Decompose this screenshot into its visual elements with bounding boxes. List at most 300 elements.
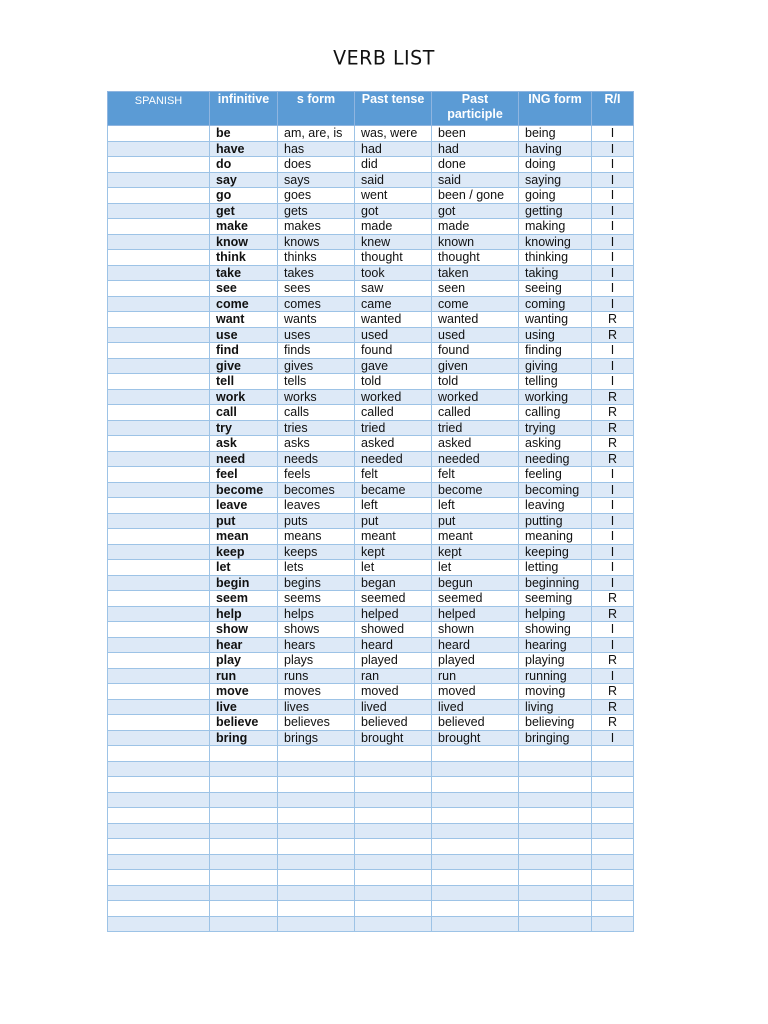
s-form-cell: asks bbox=[278, 436, 355, 452]
ing-form-cell bbox=[519, 746, 592, 762]
s-form-cell: works bbox=[278, 389, 355, 405]
spanish-cell bbox=[108, 591, 210, 607]
r-i-cell bbox=[592, 746, 634, 762]
past-tense-cell bbox=[355, 823, 432, 839]
past-tense-cell: helped bbox=[355, 606, 432, 622]
spanish-cell bbox=[108, 715, 210, 731]
r-i-cell: I bbox=[592, 498, 634, 514]
table-row bbox=[108, 343, 634, 359]
table-row bbox=[108, 358, 634, 374]
r-i-cell: I bbox=[592, 560, 634, 576]
table-row bbox=[108, 188, 634, 204]
table-row bbox=[108, 420, 634, 436]
past-tense-cell bbox=[355, 792, 432, 808]
table-row bbox=[108, 436, 634, 452]
past-tense-cell: let bbox=[355, 560, 432, 576]
r-i-cell: R bbox=[592, 436, 634, 452]
verb-table bbox=[107, 91, 634, 932]
ing-form-cell bbox=[519, 808, 592, 824]
r-i-cell: R bbox=[592, 606, 634, 622]
r-i-cell: R bbox=[592, 653, 634, 669]
past-tense-cell bbox=[355, 808, 432, 824]
past-participle-cell: meant bbox=[432, 529, 519, 545]
past-tense-cell: left bbox=[355, 498, 432, 514]
past-participle-cell: called bbox=[432, 405, 519, 421]
s-form-cell: finds bbox=[278, 343, 355, 359]
r-i-cell: I bbox=[592, 374, 634, 390]
infinitive-cell bbox=[210, 792, 278, 808]
infinitive-cell: work bbox=[210, 389, 278, 405]
past-tense-cell bbox=[355, 870, 432, 886]
s-form-cell: tells bbox=[278, 374, 355, 390]
r-i-cell: R bbox=[592, 591, 634, 607]
past-tense-cell: kept bbox=[355, 544, 432, 560]
past-participle-cell: put bbox=[432, 513, 519, 529]
r-i-cell: I bbox=[592, 188, 634, 204]
r-i-cell: I bbox=[592, 575, 634, 591]
infinitive-cell: become bbox=[210, 482, 278, 498]
col-header-past-tense: Past tense bbox=[355, 92, 432, 126]
s-form-cell bbox=[278, 792, 355, 808]
ing-form-cell: feeling bbox=[519, 467, 592, 483]
r-i-cell: I bbox=[592, 343, 634, 359]
r-i-cell: R bbox=[592, 451, 634, 467]
infinitive-cell bbox=[210, 839, 278, 855]
col-header-spanish: SPANISH bbox=[108, 92, 210, 126]
past-tense-cell: began bbox=[355, 575, 432, 591]
past-tense-cell: told bbox=[355, 374, 432, 390]
past-tense-cell: thought bbox=[355, 250, 432, 266]
col-header-ing-form: ING form bbox=[519, 92, 592, 126]
infinitive-cell: see bbox=[210, 281, 278, 297]
ing-form-cell: thinking bbox=[519, 250, 592, 266]
r-i-cell: I bbox=[592, 730, 634, 746]
infinitive-cell: do bbox=[210, 157, 278, 173]
table-row bbox=[108, 312, 634, 328]
spanish-cell bbox=[108, 575, 210, 591]
r-i-cell: I bbox=[592, 281, 634, 297]
table-row bbox=[108, 777, 634, 793]
infinitive-cell: put bbox=[210, 513, 278, 529]
past-participle-cell: seen bbox=[432, 281, 519, 297]
infinitive-cell: hear bbox=[210, 637, 278, 653]
infinitive-cell: run bbox=[210, 668, 278, 684]
table-row bbox=[108, 467, 634, 483]
past-participle-cell: said bbox=[432, 172, 519, 188]
r-i-cell bbox=[592, 792, 634, 808]
spanish-cell bbox=[108, 327, 210, 343]
ing-form-cell: moving bbox=[519, 684, 592, 700]
past-tense-cell bbox=[355, 839, 432, 855]
col-header-past-participle: Past participle bbox=[432, 92, 519, 126]
table-row bbox=[108, 668, 634, 684]
header-row bbox=[108, 92, 634, 126]
r-i-cell: I bbox=[592, 265, 634, 281]
past-participle-cell bbox=[432, 808, 519, 824]
spanish-cell bbox=[108, 126, 210, 142]
spanish-cell bbox=[108, 389, 210, 405]
col-header-infinitive: infinitive bbox=[210, 92, 278, 126]
s-form-cell bbox=[278, 885, 355, 901]
r-i-cell: I bbox=[592, 529, 634, 545]
past-participle-cell bbox=[432, 916, 519, 932]
spanish-cell bbox=[108, 203, 210, 219]
past-participle-cell: wanted bbox=[432, 312, 519, 328]
r-i-cell: R bbox=[592, 405, 634, 421]
infinitive-cell: mean bbox=[210, 529, 278, 545]
spanish-cell bbox=[108, 622, 210, 638]
spanish-cell bbox=[108, 281, 210, 297]
spanish-cell bbox=[108, 219, 210, 235]
r-i-cell: I bbox=[592, 513, 634, 529]
ing-form-cell: meaning bbox=[519, 529, 592, 545]
table-row bbox=[108, 327, 634, 343]
ing-form-cell: finding bbox=[519, 343, 592, 359]
s-form-cell bbox=[278, 901, 355, 917]
infinitive-cell bbox=[210, 777, 278, 793]
past-participle-cell bbox=[432, 823, 519, 839]
spanish-cell bbox=[108, 885, 210, 901]
s-form-cell: am, are, is bbox=[278, 126, 355, 142]
past-tense-cell: heard bbox=[355, 637, 432, 653]
past-tense-cell: brought bbox=[355, 730, 432, 746]
past-tense-cell: asked bbox=[355, 436, 432, 452]
infinitive-cell: use bbox=[210, 327, 278, 343]
table-row bbox=[108, 560, 634, 576]
infinitive-cell: move bbox=[210, 684, 278, 700]
past-tense-cell: made bbox=[355, 219, 432, 235]
ing-form-cell bbox=[519, 870, 592, 886]
past-participle-cell: tried bbox=[432, 420, 519, 436]
infinitive-cell: think bbox=[210, 250, 278, 266]
ing-form-cell: coming bbox=[519, 296, 592, 312]
ing-form-cell: doing bbox=[519, 157, 592, 173]
ing-form-cell: taking bbox=[519, 265, 592, 281]
infinitive-cell: believe bbox=[210, 715, 278, 731]
table-row bbox=[108, 854, 634, 870]
ing-form-cell bbox=[519, 777, 592, 793]
ing-form-cell bbox=[519, 839, 592, 855]
s-form-cell: tries bbox=[278, 420, 355, 436]
past-tense-cell: called bbox=[355, 405, 432, 421]
table-row bbox=[108, 885, 634, 901]
s-form-cell bbox=[278, 823, 355, 839]
past-tense-cell: tried bbox=[355, 420, 432, 436]
spanish-cell bbox=[108, 234, 210, 250]
s-form-cell bbox=[278, 839, 355, 855]
past-tense-cell: played bbox=[355, 653, 432, 669]
infinitive-cell: know bbox=[210, 234, 278, 250]
r-i-cell bbox=[592, 761, 634, 777]
s-form-cell: gives bbox=[278, 358, 355, 374]
infinitive-cell: give bbox=[210, 358, 278, 374]
s-form-cell bbox=[278, 746, 355, 762]
col-header-r-i: R/I bbox=[592, 92, 634, 126]
table-row bbox=[108, 389, 634, 405]
spanish-cell bbox=[108, 823, 210, 839]
spanish-cell bbox=[108, 560, 210, 576]
s-form-cell: hears bbox=[278, 637, 355, 653]
past-participle-cell: felt bbox=[432, 467, 519, 483]
spanish-cell bbox=[108, 653, 210, 669]
r-i-cell: I bbox=[592, 157, 634, 173]
past-tense-cell bbox=[355, 746, 432, 762]
s-form-cell: goes bbox=[278, 188, 355, 204]
table-row bbox=[108, 916, 634, 932]
past-participle-cell bbox=[432, 746, 519, 762]
past-tense-cell: knew bbox=[355, 234, 432, 250]
s-form-cell: needs bbox=[278, 451, 355, 467]
table-row bbox=[108, 498, 634, 514]
s-form-cell: begins bbox=[278, 575, 355, 591]
spanish-cell bbox=[108, 699, 210, 715]
past-participle-cell: left bbox=[432, 498, 519, 514]
r-i-cell: I bbox=[592, 126, 634, 142]
spanish-cell bbox=[108, 420, 210, 436]
spanish-cell bbox=[108, 730, 210, 746]
past-tense-cell: worked bbox=[355, 389, 432, 405]
past-participle-cell: thought bbox=[432, 250, 519, 266]
past-tense-cell bbox=[355, 916, 432, 932]
r-i-cell: I bbox=[592, 358, 634, 374]
s-form-cell: does bbox=[278, 157, 355, 173]
ing-form-cell: asking bbox=[519, 436, 592, 452]
ing-form-cell bbox=[519, 854, 592, 870]
infinitive-cell bbox=[210, 901, 278, 917]
s-form-cell: gets bbox=[278, 203, 355, 219]
ing-form-cell bbox=[519, 916, 592, 932]
past-tense-cell: went bbox=[355, 188, 432, 204]
r-i-cell: R bbox=[592, 389, 634, 405]
spanish-cell bbox=[108, 761, 210, 777]
ing-form-cell: needing bbox=[519, 451, 592, 467]
table-row bbox=[108, 157, 634, 173]
past-participle-cell: given bbox=[432, 358, 519, 374]
r-i-cell: I bbox=[592, 141, 634, 157]
table-row bbox=[108, 839, 634, 855]
past-tense-cell: moved bbox=[355, 684, 432, 700]
s-form-cell: knows bbox=[278, 234, 355, 250]
infinitive-cell: ask bbox=[210, 436, 278, 452]
infinitive-cell: find bbox=[210, 343, 278, 359]
s-form-cell: calls bbox=[278, 405, 355, 421]
infinitive-cell: play bbox=[210, 653, 278, 669]
spanish-cell bbox=[108, 157, 210, 173]
table-row bbox=[108, 250, 634, 266]
table-row bbox=[108, 684, 634, 700]
s-form-cell: feels bbox=[278, 467, 355, 483]
past-participle-cell: got bbox=[432, 203, 519, 219]
infinitive-cell bbox=[210, 870, 278, 886]
past-tense-cell: seemed bbox=[355, 591, 432, 607]
infinitive-cell: come bbox=[210, 296, 278, 312]
r-i-cell: I bbox=[592, 219, 634, 235]
r-i-cell: I bbox=[592, 544, 634, 560]
infinitive-cell: make bbox=[210, 219, 278, 235]
ing-form-cell: being bbox=[519, 126, 592, 142]
table-row bbox=[108, 653, 634, 669]
s-form-cell: leaves bbox=[278, 498, 355, 514]
r-i-cell: I bbox=[592, 622, 634, 638]
infinitive-cell bbox=[210, 854, 278, 870]
table-row bbox=[108, 141, 634, 157]
past-participle-cell: known bbox=[432, 234, 519, 250]
ing-form-cell: working bbox=[519, 389, 592, 405]
spanish-cell bbox=[108, 606, 210, 622]
s-form-cell bbox=[278, 761, 355, 777]
r-i-cell bbox=[592, 808, 634, 824]
table-row bbox=[108, 746, 634, 762]
table-row bbox=[108, 482, 634, 498]
past-participle-cell: run bbox=[432, 668, 519, 684]
ing-form-cell: hearing bbox=[519, 637, 592, 653]
infinitive-cell: keep bbox=[210, 544, 278, 560]
past-tense-cell: needed bbox=[355, 451, 432, 467]
table-row bbox=[108, 591, 634, 607]
past-tense-cell: was, were bbox=[355, 126, 432, 142]
past-tense-cell: came bbox=[355, 296, 432, 312]
ing-form-cell: living bbox=[519, 699, 592, 715]
ing-form-cell bbox=[519, 823, 592, 839]
table-row bbox=[108, 296, 634, 312]
ing-form-cell: showing bbox=[519, 622, 592, 638]
infinitive-cell bbox=[210, 885, 278, 901]
table-row bbox=[108, 265, 634, 281]
ing-form-cell: calling bbox=[519, 405, 592, 421]
r-i-cell: I bbox=[592, 467, 634, 483]
infinitive-cell: bring bbox=[210, 730, 278, 746]
spanish-cell bbox=[108, 141, 210, 157]
past-tense-cell: became bbox=[355, 482, 432, 498]
r-i-cell: I bbox=[592, 234, 634, 250]
s-form-cell: plays bbox=[278, 653, 355, 669]
past-participle-cell: brought bbox=[432, 730, 519, 746]
past-participle-cell: lived bbox=[432, 699, 519, 715]
past-participle-cell: told bbox=[432, 374, 519, 390]
r-i-cell: R bbox=[592, 715, 634, 731]
past-tense-cell: gave bbox=[355, 358, 432, 374]
table-row bbox=[108, 374, 634, 390]
r-i-cell bbox=[592, 885, 634, 901]
past-tense-cell: felt bbox=[355, 467, 432, 483]
s-form-cell: thinks bbox=[278, 250, 355, 266]
s-form-cell: makes bbox=[278, 219, 355, 235]
past-participle-cell bbox=[432, 885, 519, 901]
r-i-cell: R bbox=[592, 684, 634, 700]
ing-form-cell: trying bbox=[519, 420, 592, 436]
infinitive-cell: take bbox=[210, 265, 278, 281]
past-participle-cell bbox=[432, 761, 519, 777]
past-tense-cell bbox=[355, 777, 432, 793]
spanish-cell bbox=[108, 405, 210, 421]
infinitive-cell: live bbox=[210, 699, 278, 715]
past-participle-cell bbox=[432, 839, 519, 855]
s-form-cell: helps bbox=[278, 606, 355, 622]
past-participle-cell bbox=[432, 901, 519, 917]
past-tense-cell: ran bbox=[355, 668, 432, 684]
past-participle-cell: taken bbox=[432, 265, 519, 281]
table-row bbox=[108, 451, 634, 467]
s-form-cell: seems bbox=[278, 591, 355, 607]
s-form-cell: takes bbox=[278, 265, 355, 281]
ing-form-cell: using bbox=[519, 327, 592, 343]
past-participle-cell: begun bbox=[432, 575, 519, 591]
past-participle-cell: worked bbox=[432, 389, 519, 405]
spanish-cell bbox=[108, 482, 210, 498]
ing-form-cell: giving bbox=[519, 358, 592, 374]
ing-form-cell bbox=[519, 885, 592, 901]
r-i-cell: R bbox=[592, 420, 634, 436]
s-form-cell: has bbox=[278, 141, 355, 157]
table-row bbox=[108, 715, 634, 731]
ing-form-cell: getting bbox=[519, 203, 592, 219]
ing-form-cell: saying bbox=[519, 172, 592, 188]
ing-form-cell bbox=[519, 761, 592, 777]
past-tense-cell: took bbox=[355, 265, 432, 281]
s-form-cell: shows bbox=[278, 622, 355, 638]
table-row bbox=[108, 203, 634, 219]
s-form-cell: says bbox=[278, 172, 355, 188]
table-row bbox=[108, 575, 634, 591]
spanish-cell bbox=[108, 265, 210, 281]
table-row bbox=[108, 172, 634, 188]
past-participle-cell bbox=[432, 870, 519, 886]
r-i-cell: I bbox=[592, 296, 634, 312]
ing-form-cell: making bbox=[519, 219, 592, 235]
past-participle-cell: let bbox=[432, 560, 519, 576]
r-i-cell bbox=[592, 823, 634, 839]
ing-form-cell: helping bbox=[519, 606, 592, 622]
spanish-cell bbox=[108, 358, 210, 374]
ing-form-cell: going bbox=[519, 188, 592, 204]
ing-form-cell: keeping bbox=[519, 544, 592, 560]
spanish-cell bbox=[108, 792, 210, 808]
past-tense-cell: saw bbox=[355, 281, 432, 297]
infinitive-cell: have bbox=[210, 141, 278, 157]
r-i-cell bbox=[592, 854, 634, 870]
table-row bbox=[108, 544, 634, 560]
r-i-cell: R bbox=[592, 327, 634, 343]
infinitive-cell: say bbox=[210, 172, 278, 188]
past-participle-cell: moved bbox=[432, 684, 519, 700]
s-form-cell: brings bbox=[278, 730, 355, 746]
past-tense-cell: did bbox=[355, 157, 432, 173]
spanish-cell bbox=[108, 513, 210, 529]
spanish-cell bbox=[108, 746, 210, 762]
s-form-cell: sees bbox=[278, 281, 355, 297]
past-participle-cell: kept bbox=[432, 544, 519, 560]
s-form-cell: becomes bbox=[278, 482, 355, 498]
table-row bbox=[108, 637, 634, 653]
infinitive-cell: help bbox=[210, 606, 278, 622]
r-i-cell: I bbox=[592, 172, 634, 188]
past-participle-cell bbox=[432, 777, 519, 793]
s-form-cell bbox=[278, 916, 355, 932]
spanish-cell bbox=[108, 172, 210, 188]
s-form-cell: keeps bbox=[278, 544, 355, 560]
spanish-cell bbox=[108, 808, 210, 824]
infinitive-cell: leave bbox=[210, 498, 278, 514]
spanish-cell bbox=[108, 870, 210, 886]
infinitive-cell bbox=[210, 761, 278, 777]
table-row bbox=[108, 622, 634, 638]
table-row bbox=[108, 405, 634, 421]
spanish-cell bbox=[108, 777, 210, 793]
table-row bbox=[108, 792, 634, 808]
spanish-cell bbox=[108, 467, 210, 483]
past-tense-cell: found bbox=[355, 343, 432, 359]
table-row bbox=[108, 219, 634, 235]
